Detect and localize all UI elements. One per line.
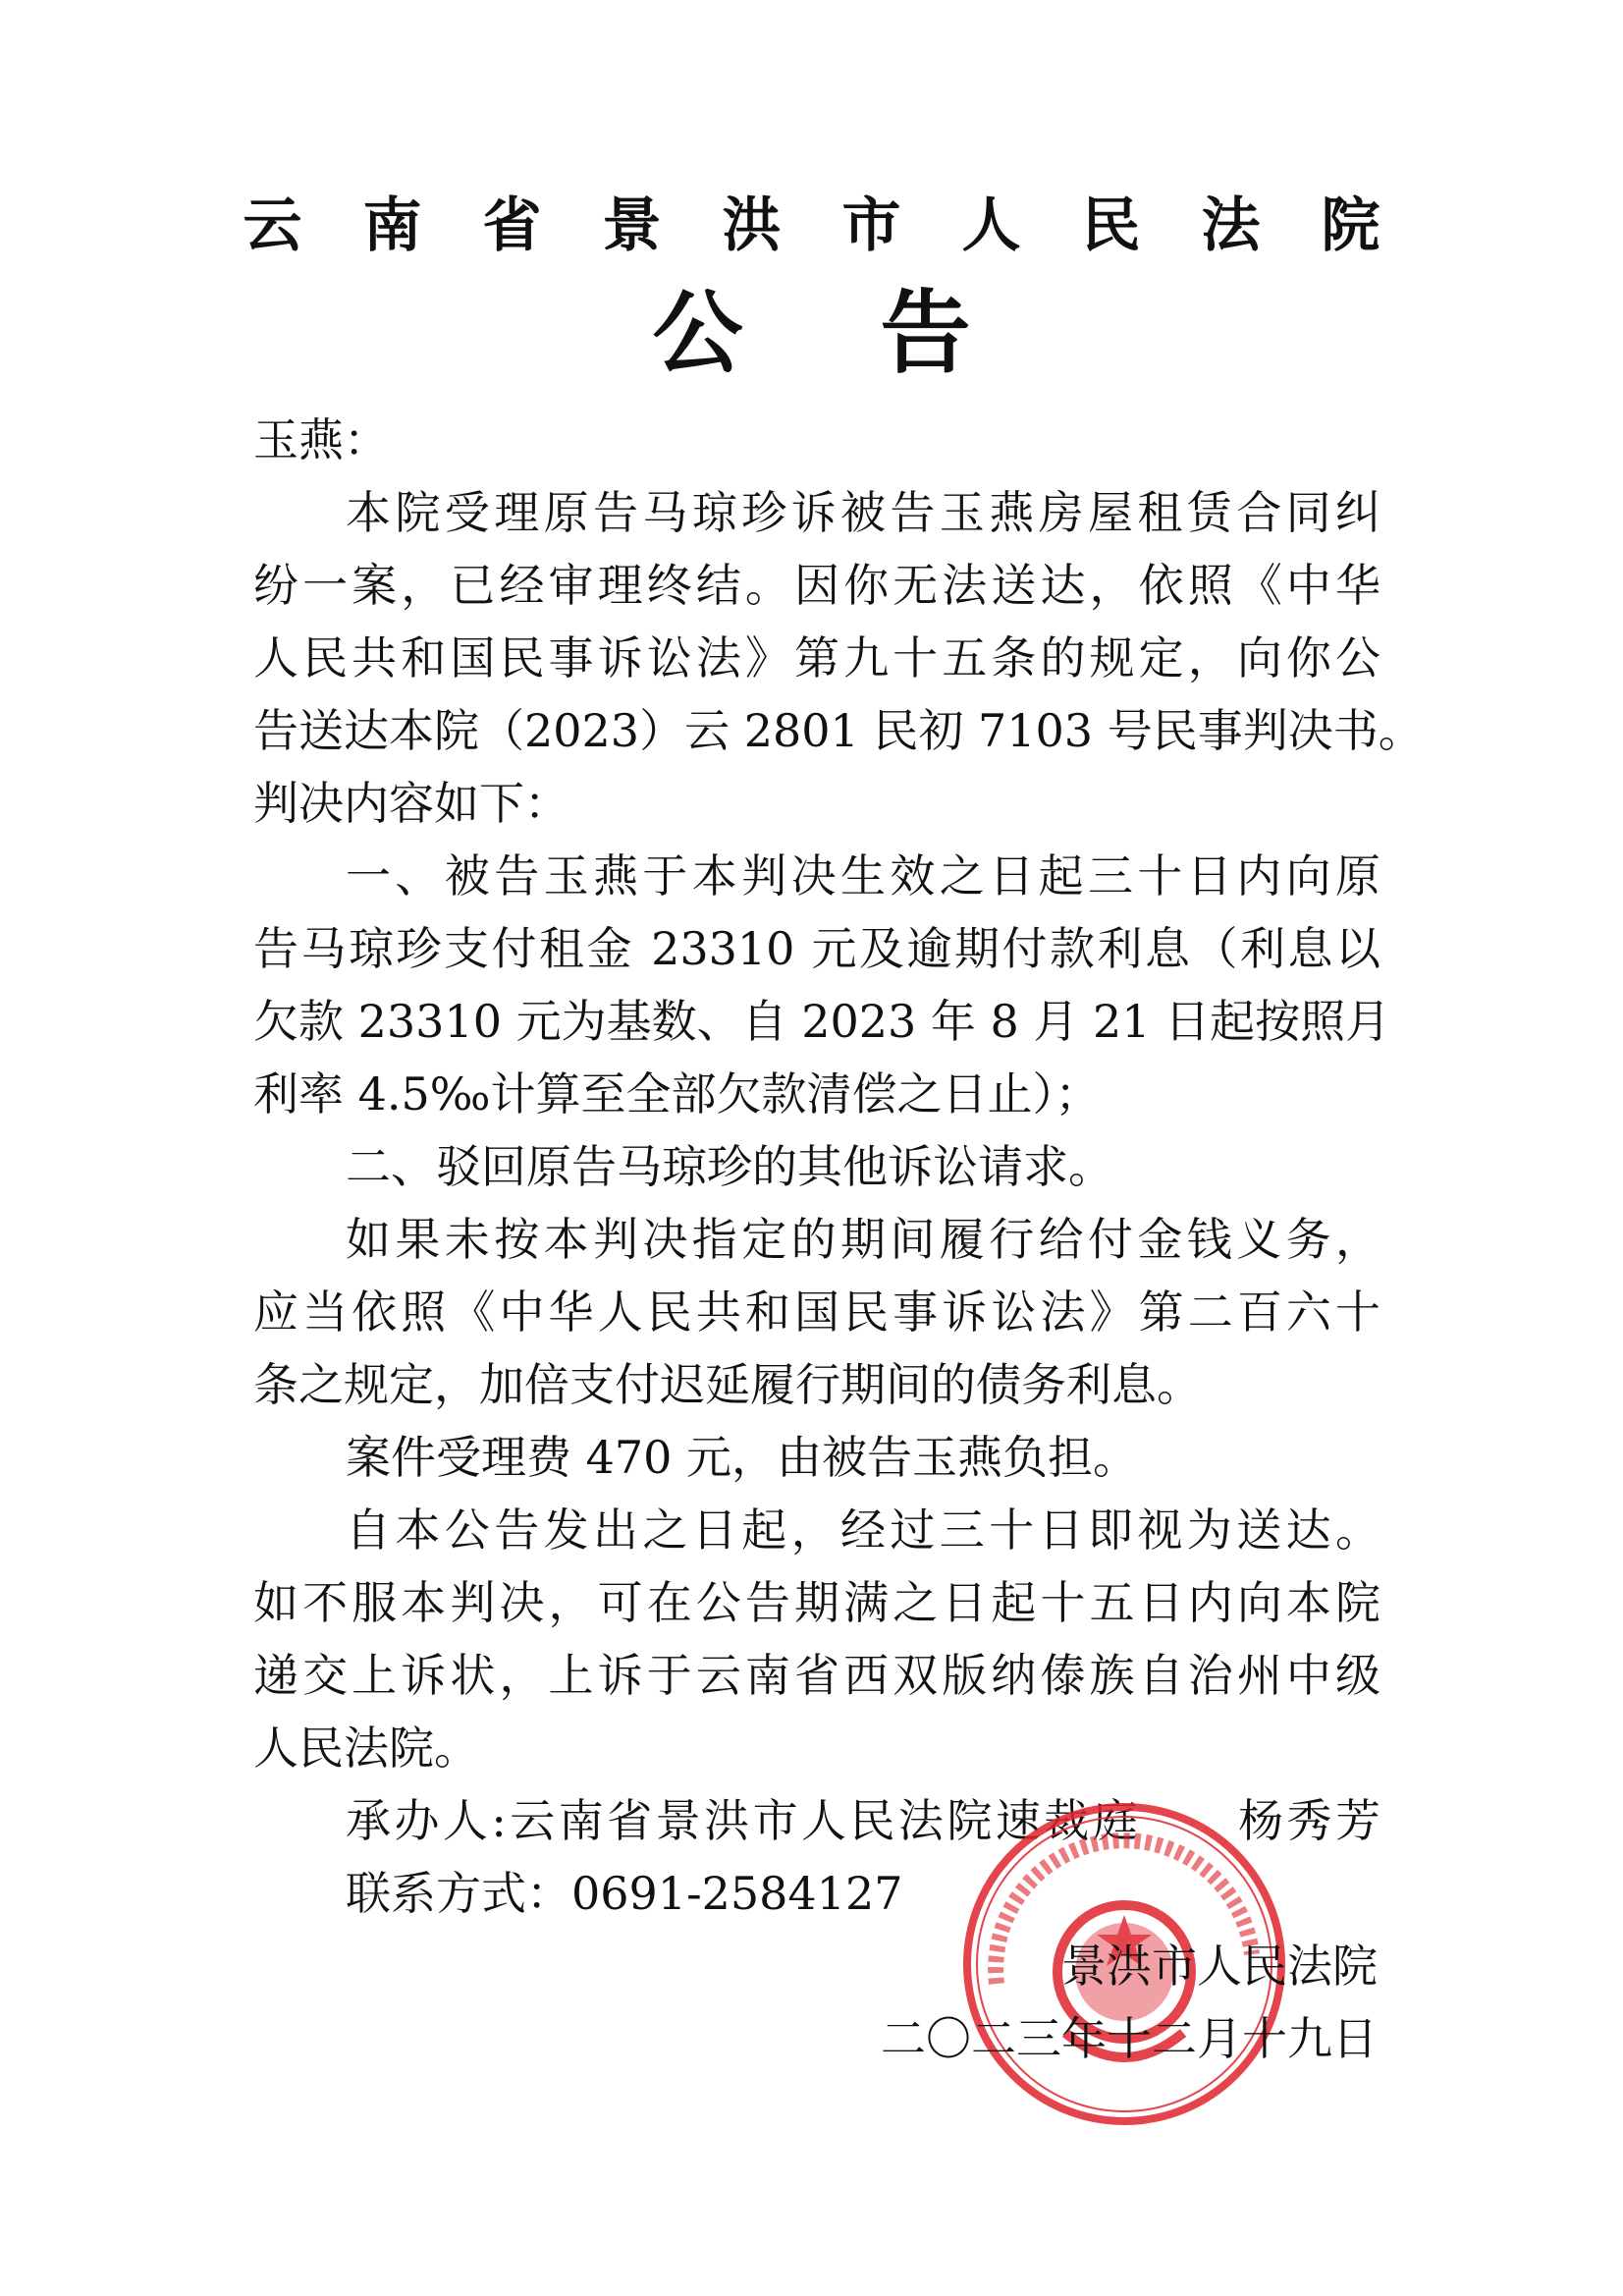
paragraph-line: 人民法院。 [253, 1722, 479, 1775]
judgment-item-1-line: 一、被告玉燕于本判决生效之日起三十日内向原 [346, 849, 1380, 902]
court-name: 云南省景洪市人民法院 [243, 191, 1441, 260]
paragraph-line: 本院受理原告马琼珍诉被告玉燕房屋租赁合同纠 [346, 486, 1380, 539]
paragraph-line: 条之规定，加倍支付迟延履行期间的债务利息。 [253, 1358, 1202, 1411]
handler-line: 承办人:云南省景洪市人民法院速裁庭 杨秀芳 [346, 1794, 1380, 1847]
paragraph-line: 告送达本院（2023）云 2801 民初 7103 号民事判决书。 [253, 704, 1424, 757]
paragraph-line: 递交上诉状，上诉于云南省西双版纳傣族自治州中级 [253, 1649, 1380, 1702]
paragraph-line: 纷一案，已经审理终结。因你无法送达，依照《中华 [253, 559, 1380, 612]
paragraph-line: 应当依照《中华人民共和国民事诉讼法》第二百六十 [253, 1285, 1380, 1339]
paragraph-line: 判决内容如下： [253, 777, 569, 830]
paragraph-line: 自本公告发出之日起，经过三十日即视为送达。 [346, 1503, 1380, 1557]
judgment-item-1-line: 欠款 23310 元为基数、自 2023 年 8 月 21 日起按照月 [253, 995, 1391, 1048]
paragraph-line: 人民共和国民事诉讼法》第九十五条的规定，向你公 [253, 631, 1380, 684]
signature-date: 二〇二三年十二月十九日 [881, 2012, 1378, 2065]
signature-court: 景洪市人民法院 [1061, 1940, 1378, 1993]
document-title: 公告 [652, 281, 1109, 386]
addressee: 玉燕： [253, 413, 389, 466]
judgment-item-2: 二、驳回原告马琼珍的其他诉讼请求。 [346, 1140, 1113, 1193]
judgment-item-1-line: 告马琼珍支付租金 23310 元及逾期付款利息（利息以 [253, 922, 1380, 975]
judgment-item-1-line: 利率 4.5‰计算至全部欠款清偿之日止）； [253, 1067, 1101, 1121]
paragraph-line: 如果未按本判决指定的期间履行给付金钱义务， [346, 1213, 1380, 1266]
paragraph-line: 如不服本判决，可在公告期满之日起十五日内向本院 [253, 1576, 1380, 1629]
contact-line: 联系方式：0691-2584127 [346, 1867, 903, 1920]
fee-paragraph: 案件受理费 470 元，由被告玉燕负担。 [346, 1431, 1139, 1484]
